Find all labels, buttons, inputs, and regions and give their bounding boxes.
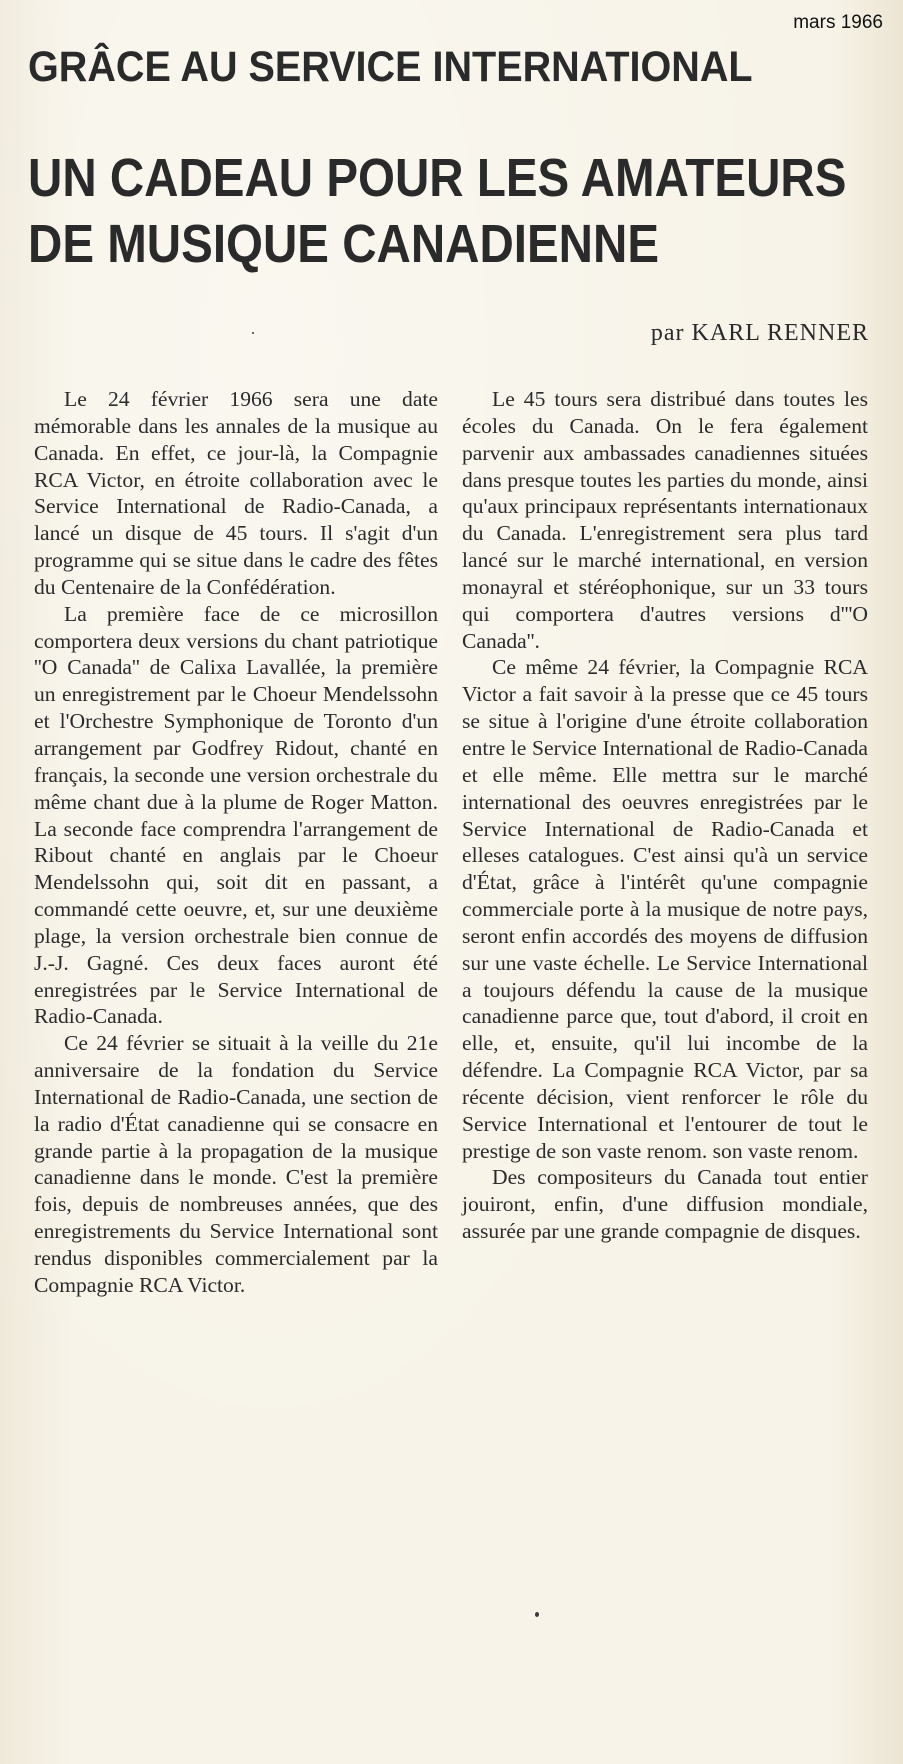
article-column-right: [462, 386, 868, 1245]
print-speck: [252, 332, 254, 334]
headline-kicker: GRÂCE AU SERVICE INTERNATIONAL: [28, 43, 753, 91]
paragraph: Ce 24 février se situait à la veille du 21e anniversaire de la fondation du Service International de Radio-Canada, une section de la radio d'État canadienne qui se consacre en grande partie à la propagation de la musique canadienne dans le monde. C'est la première fois, depuis de nombreuses années, que des enregistrements du Service International sont rendus disponibles commercialement par la Compagnie RCA Victor.: [34, 1031, 438, 1297]
article-column-left: [34, 386, 438, 1299]
headline-title: [28, 145, 864, 277]
headline-title-line-1: UN CADEAU POUR LES AMATEURS: [28, 148, 847, 208]
clipping-date: mars 1966: [793, 12, 883, 33]
paragraph: Des compositeurs du Canada tout entier jouiront, enfin, d'une diffusion mondiale, assurée par une grande compagnie de disques.: [462, 1165, 868, 1244]
byline: par KARL RENNER: [650, 320, 869, 346]
headline-title-line-2: DE MUSIQUE CANADIENNE: [28, 214, 660, 274]
paragraph: Le 24 février 1966 sera une date mémorable dans les annales de la musique au Canada. En effet, ce jour-là, la Compagnie RCA Victor, en étroite collaboration avec le Service International de Radio-Canada, a lancé un disque de 45 tours. Il s'agit d'un programme qui se situe dans le cadre des fêtes du Centenaire de la Confédération.: [34, 387, 438, 599]
print-speck: [535, 1612, 539, 1617]
paragraph: La première face de ce microsillon comportera deux versions du chant patriotique ''O Canada'' de Calixa Lavallée, la première un enregistrement par le Choeur Mendelssohn et l'Orchestre Symphonique de Toronto d'un arrangement par Godfrey Ridout, chanté en français, la seconde une version orchestrale du même chant due à la plume de Roger Matton. La seconde face comprendra l'arrangement de Ribout chanté en anglais par le Choeur Mendelssohn qui, soit dit en passant, a commandé cette oeuvre, et, sur une deuxième plage, la version orchestrale bien connue de J.-J. Gagné. Ces deux faces auront été enregistrées par le Service International de Radio-Canada.: [34, 601, 438, 1029]
paragraph: Le 45 tours sera distribué dans toutes les écoles du Canada. On le fera également parvenir aux ambassades canadiennes situées dans presque toutes les parties du monde, ainsi qu'aux principaux représentants internationaux du Canada. L'enregistrement sera plus tard lancé sur le marché international, en version monayral et stéréophonique, sur un 33 tours qui comportera d'autres versions d'''O Canada''.: [462, 387, 868, 653]
paragraph: Ce même 24 février, la Compagnie RCA Victor a fait savoir à la presse que ce 45 tours se situe à l'origine d'une étroite collaboration entre le Service International de Radio-Canada et elle même. Elle mettra sur le marché international des oeuvres enregistrées par le Service International de Radio-Canada et elleses catalogues. C'est ainsi qu'à un service d'État, grâce à l'intérêt qu'une compagnie commerciale porte à la musique de notre pays, seront enfin accordés des moyens de diffusion sur une vaste échelle. Le Service International a toujours défendu la cause de la musique canadienne parce que, tout d'abord, il croit en elle, et, ensuite, qu'il lui incombe de la défendre. La Compagnie RCA Victor, par sa récente décision, vient renforcer le rôle du Service International et l'entourer de tout le prestige de son vaste renom. son vaste renom.: [462, 655, 868, 1163]
